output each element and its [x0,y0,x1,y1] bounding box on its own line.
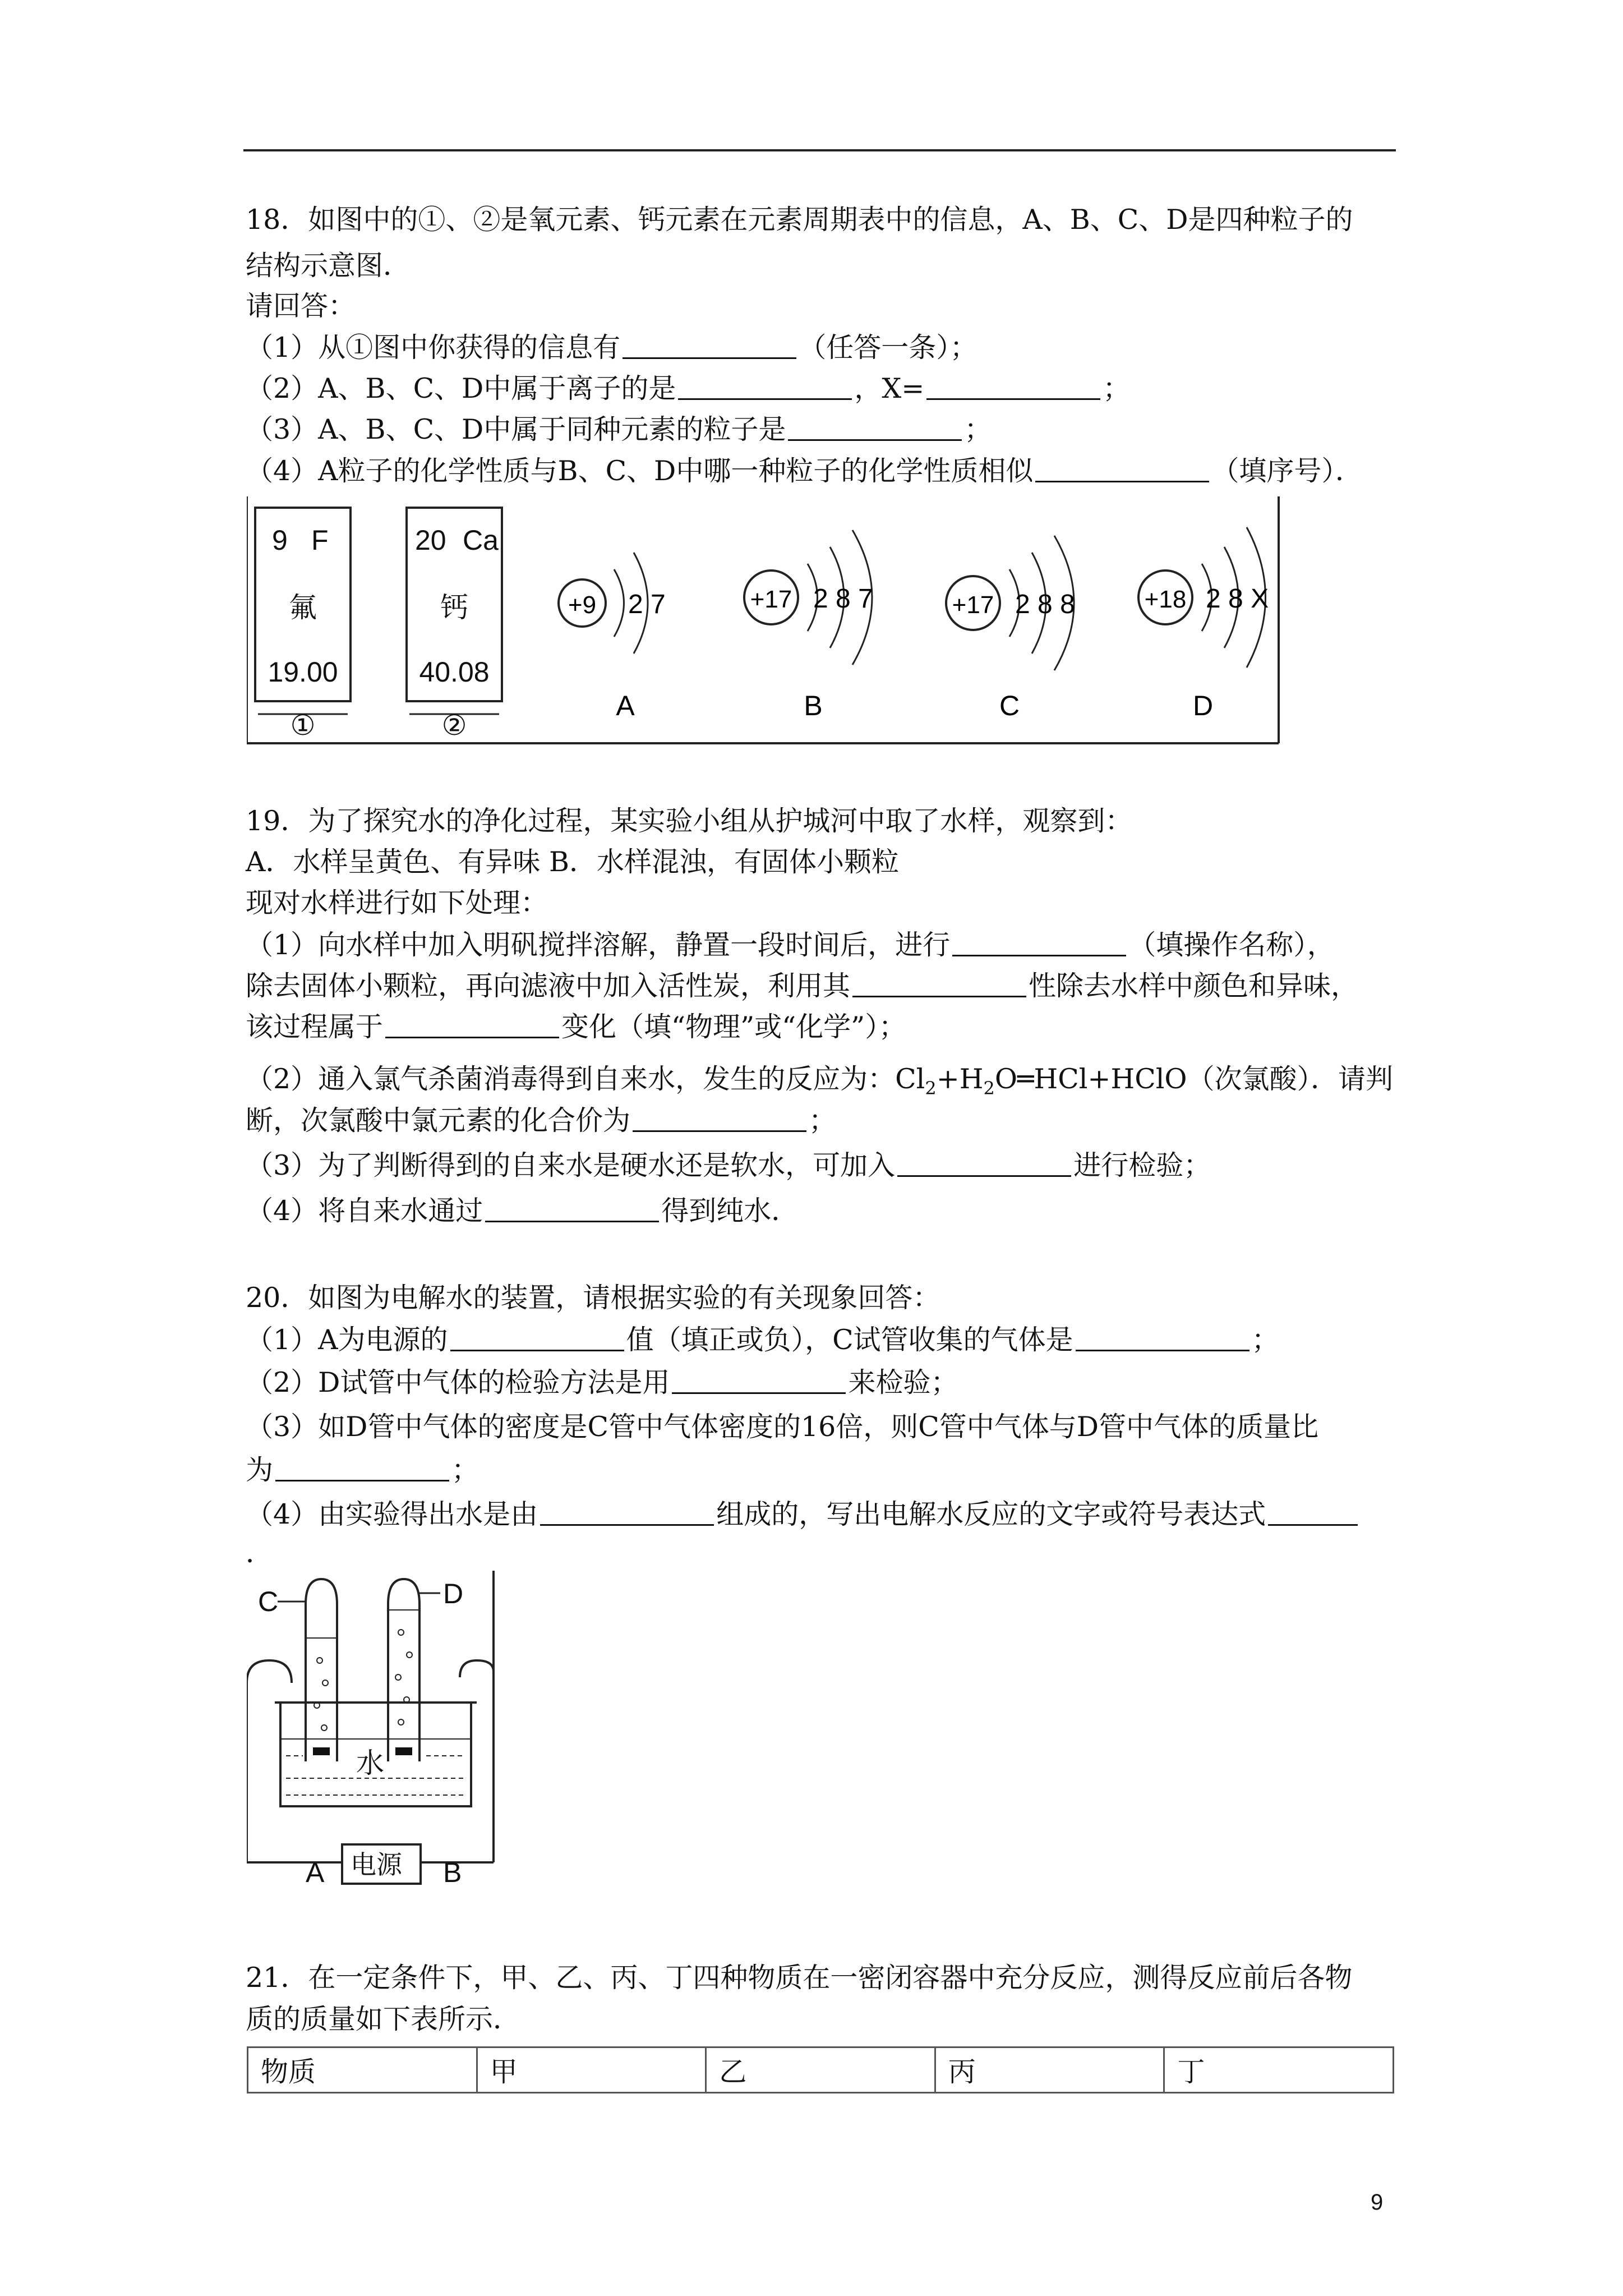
cell1-name: 氟 [289,591,317,624]
cell2-mass: 40.08 [419,656,490,688]
atom-b-label: B [804,690,823,721]
answer-blank[interactable] [485,1191,659,1222]
cell2-number: 20 [415,524,446,556]
atom-a-label: A [616,690,635,721]
atom-a-shells: 2 7 [628,590,666,619]
atom-b-diagram [744,530,873,721]
q18-figure [247,496,1284,749]
q18-part4: （4）A粒子的化学性质与B、C、D中哪一种粒子的化学性质相似 （填序号）． [246,452,1401,490]
atom-c-diagram [946,536,1075,721]
answer-blank[interactable] [275,1451,449,1481]
q18-prompt: 请回答： [246,290,356,322]
answer-blank[interactable] [678,369,852,400]
q20-part3-line2: 为 ； [246,1451,1401,1489]
table-header-yi: 乙 [706,2047,935,2093]
q19-part2-line1: （2）通入氯气杀菌消毒得到自来水，发生的反应为：$Cl_2+H_2O═HCl+HClO$（次氯酸）．请判 [246,1063,1394,1099]
tube-d-label: D [443,1578,464,1609]
q18-stem-line1: 18．如图中的①、②是氧元素、钙元素在元素周期表中的信息，A、B、C、D是四种粒子的 [246,204,1353,236]
atom-a-nucleus: +9 [568,591,597,619]
q20-part1: （1）A为电源的 值（填正或负），C试管收集的气体是 ； [246,1320,1401,1359]
answer-blank[interactable] [633,1101,806,1132]
atom-c-nucleus: +17 [952,591,994,619]
q19-observation: A．水样呈黄色、有异味 B．水样混浊，有固体小颗粒 [246,846,899,878]
answer-blank[interactable] [952,926,1126,956]
q19-part1-line3: 该过程属于 变化（填“物理”或“化学”）； [246,1007,1401,1046]
table-header-substance: 物质 [248,2047,477,2093]
water-label: 水 [356,1747,384,1779]
q19-part3: （3）为了判断得到的自来水是硬水还是软水，可加入 进行检验； [246,1146,1401,1185]
answer-blank[interactable] [450,1320,624,1351]
q18-part1: （1）从①图中你获得的信息有 （任答一条）； [246,328,1401,367]
q19-part1-line2: 除去固体小颗粒，再向滤液中加入活性炭，利用其 性除去水样中颜色和异味， [246,967,1401,1005]
atom-c-label: C [999,690,1020,721]
q18-part3: （3）A、B、C、D中属于同种元素的粒子是 ； [246,410,1401,449]
q21-stem-line1: 21．在一定条件下，甲、乙、丙、丁四种物质在一密闭容器中充分反应，测得反应前后各物 [246,1962,1353,1994]
cell1-label: ① [290,710,316,741]
cell1-number: 9 [272,524,288,556]
q19-part2-line2: 断，次氯酸中氯元素的化合价为 ； [246,1101,1401,1140]
q20-part3-line1: （3）如D管中气体的密度是C管中气体密度的16倍，则C管中气体与D管中气体的质量比 [246,1411,1319,1443]
table-header-jia: 甲 [477,2047,706,2093]
cell2-name: 钙 [440,591,468,624]
answer-blank[interactable] [1035,452,1209,482]
mass-table [247,2046,1394,2093]
table-header-bing: 丙 [935,2047,1164,2093]
atom-b-nucleus: +17 [750,586,792,613]
header-rule [243,149,1396,151]
q18-part2: （2）A、B、C、D中属于离子的是 ，X= ； [246,369,1401,408]
table-header-ding: 丁 [1164,2047,1394,2093]
answer-blank[interactable] [623,328,796,359]
atom-a-diagram [559,553,666,721]
cell1-symbol: F [311,524,329,556]
answer-blank[interactable] [672,1363,846,1394]
q18-stem-line2: 结构示意图． [246,250,411,282]
answer-blank[interactable] [788,410,962,441]
table-row [248,2047,1394,2093]
atom-c-shells: 2 8 8 [1015,590,1075,619]
atom-d-diagram [1138,527,1269,721]
answer-blank[interactable] [540,1495,714,1526]
q19-prompt: 现对水样进行如下处理： [246,887,548,919]
atom-d-label: D [1192,690,1214,721]
atom-d-shells: 2 8 X [1206,584,1269,614]
terminal-b-label: B [443,1857,462,1885]
q20-stem: 20．如图为电解水的装置，请根据实验的有关现象回答： [246,1282,940,1314]
answer-blank[interactable] [1076,1320,1249,1351]
atom-d-nucleus: +18 [1144,586,1187,613]
answer-blank[interactable] [385,1007,559,1038]
answer-blank[interactable] [897,1146,1071,1177]
cell2-label: ② [441,710,467,741]
q20-part2: （2）D试管中气体的检验方法是用 来检验； [246,1363,1401,1402]
tube-c-label: C [258,1586,279,1617]
atom-b-shells: 2 8 7 [813,584,873,614]
q20-part4: （4）由实验得出水是由 组成的，写出电解水反应的文字或符号表达式 [246,1495,1401,1534]
cell2-symbol: Ca [463,524,499,556]
answer-blank[interactable] [926,369,1100,400]
q19-part4: （4）将自来水通过 得到纯水． [246,1191,1401,1230]
q19-stem: 19．为了探究水的净化过程，某实验小组从护城河中取了水样，观察到： [246,805,1133,837]
power-label: 电源 [351,1849,402,1880]
answer-blank[interactable] [852,967,1026,997]
cell1-mass: 19.00 [268,656,338,688]
q19-part1-line1: （1）向水样中加入明矾搅拌溶解，静置一段时间后，进行 （填操作名称）， [246,926,1401,964]
q20-part4-end: ． [246,1537,274,1569]
electrolysis-apparatus [247,1571,499,1885]
q21-stem-line2: 质的质量如下表所示． [246,2003,521,2035]
page-number: 9 [1371,2190,1384,2215]
terminal-a-label: A [306,1857,325,1885]
answer-blank[interactable] [1268,1495,1358,1526]
